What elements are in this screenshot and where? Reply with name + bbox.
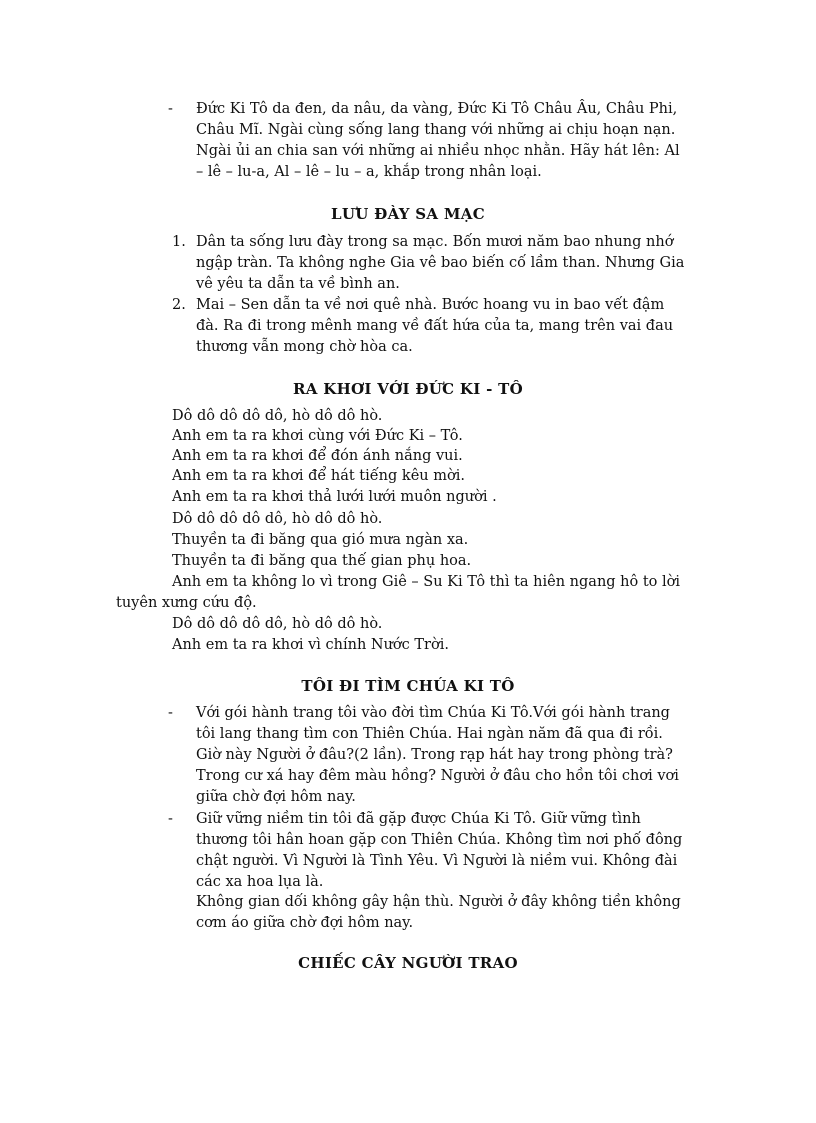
continuation-paragraph: Không gian dối không gây hận thù. Người ở đây không tiền không cơm áo giữa chờ đợi hôm nay.: [196, 894, 681, 931]
item-text: Dân ta sống lưu đày trong sa mạc. Bốn mươi năm bao nhung nhớ ngập tràn. Ta không nghe Gia vê bao biến cố lầm than. Nhưng Gia vê yêu ta dẫn ta về bình an.: [196, 234, 685, 292]
heading-luu-day-sa-mac: LƯU ĐÀY SA MẠC: [331, 205, 485, 223]
lyric-line: Anh em ta ra khơi để đón ánh nắng vui.: [172, 448, 463, 464]
intro-paragraph: [168, 99, 688, 183]
intro-text: Đức Ki Tô da đen, da nâu, da vàng, Đức Ki Tô Châu Âu, Châu Phi, Châu Mĩ. Ngài cùng sống lang thang với những ai chịu hoạn nạn. Ngài ủi an chia san với những ai nhiều nhọc nhằn. Hãy hát lên: Al – lê – lu-a, Al – lê – lu – a, khắp trong nhân loại.: [196, 101, 680, 180]
heading-chiec-cay: CHIẾC CÂY NGƯỜI TRAO: [298, 954, 518, 972]
dash-item: [168, 809, 688, 893]
lyric-line: Dô dô dô dô dô, hò dô dô hò.: [172, 616, 383, 632]
item-text: Giữ vững niềm tin tôi đã gặp được Chúa Ki Tô. Giữ vững tình thương tôi hân hoan gặp con Thiên Chúa. Không tìm nơi phố đông chật người. Vì Người là Tình Yêu. Vì Người là niềm vui. Không đài các xa hoa lụa là.: [196, 811, 683, 890]
lyric-line: Thuyền ta đi băng qua gió mưa ngàn xa.: [172, 532, 469, 548]
dash-bullet: -: [168, 101, 173, 117]
heading-toi-di-tim: TÔI ĐI TÌM CHÚA KI TÔ: [301, 677, 515, 695]
lyric-line: Anh em ta ra khơi thả lưới lưới muôn người .: [172, 489, 497, 505]
item-text: Với gói hành trang tôi vào đời tìm Chúa Ki Tô.Với gói hành trang tôi lang thang tìm con Thiên Chúa. Hai ngàn năm đã qua đi rồi. Giờ này Người ở đâu?(2 lần). Trong rạp hát hay trong phòng trà? Trong cư xá hay đêm màu hồng? Người ở đâu cho hồn tôi chơi vơi giữa chờ đợi hôm nay.: [196, 705, 679, 805]
numbered-item: [172, 232, 688, 295]
item-number: 2.: [172, 297, 186, 313]
dash-item: [168, 703, 688, 808]
item-text: Mai – Sen dẫn ta về nơi quê nhà. Bước hoang vu in bao vết đậm đà. Ra đi trong mênh mang về đất hứa của ta, mang trên vai đau thương vẫn mong chờ hòa ca.: [196, 297, 674, 355]
numbered-item: [172, 295, 688, 358]
lyric-line: Dô dô dô dô dô, hò dô dô hò.: [172, 511, 383, 527]
lyric-line: Dô dô dô dô dô, hò dô dô hò.: [172, 408, 383, 424]
lyric-line: Anh em ta ra khơi vì chính Nước Trời.: [172, 637, 449, 653]
dash-bullet: -: [168, 705, 173, 721]
dash-bullet: -: [168, 811, 173, 827]
lyric-line: Thuyền ta đi băng qua thế gian phụ hoa.: [172, 553, 472, 569]
lyric-line: Anh em ta ra khơi để hát tiếng kêu mời.: [172, 468, 465, 484]
item-number: 1.: [172, 234, 186, 250]
lyric-line: Anh em ta ra khơi cùng với Đức Ki – Tô.: [172, 428, 463, 444]
heading-ra-khoi: RA KHƠI VỚI ĐỨC KI - TÔ: [293, 380, 523, 398]
lyric-line: tuyên xưng cứu độ.: [116, 595, 257, 611]
lyric-line: Anh em ta không lo vì trong Giê – Su Ki Tô thì ta hiên ngang hô to lời: [172, 574, 681, 590]
